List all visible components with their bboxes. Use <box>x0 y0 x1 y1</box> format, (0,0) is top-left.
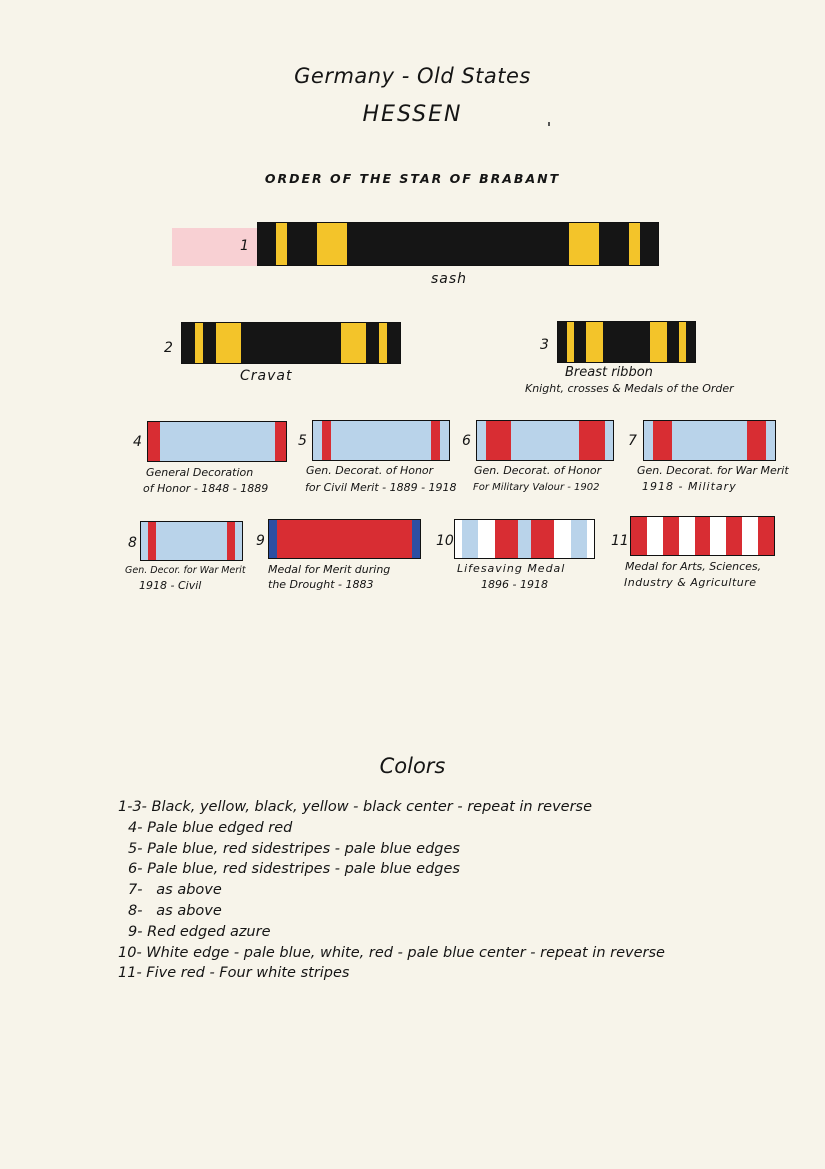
ribbon-stripe <box>605 421 614 460</box>
ribbon-stripe <box>726 517 742 555</box>
ribbon-7 <box>643 420 776 461</box>
ribbon-4 <box>147 421 287 462</box>
ribbon-caption-11b: Industry & Agriculture <box>624 576 757 589</box>
country-heading: Germany - Old States <box>294 64 531 88</box>
ribbon-caption-9b: the Drought - 1883 <box>268 578 374 591</box>
ribbon-stripe <box>322 421 331 460</box>
ribbon-stripe <box>275 422 287 461</box>
ribbon-caption-6b: For Military Valour - 1902 <box>473 482 600 493</box>
ribbon-number-6: 6 <box>462 433 471 449</box>
ribbon-stripe <box>276 223 288 265</box>
ribbon-stripe <box>477 421 486 460</box>
ribbon-stripe <box>258 223 276 265</box>
color-line-8: 10- White edge - pale blue, white, red - pale blue center - repeat in reverse <box>118 944 665 961</box>
ribbon-stripe <box>586 322 603 362</box>
ribbon-caption-4b: of Honor - 1848 - 1889 <box>143 482 269 495</box>
ribbon-stripe <box>387 323 400 363</box>
ribbon-number-7: 7 <box>628 433 637 449</box>
ribbon-stripe <box>148 522 156 560</box>
ribbon-10 <box>454 519 595 559</box>
ribbon-stripe <box>766 421 775 460</box>
ribbon-stripe <box>341 323 366 363</box>
ribbon-number-8: 8 <box>128 535 137 551</box>
ribbon-caption-3a: Breast ribbon <box>565 365 653 380</box>
ribbon-stripe <box>644 421 653 460</box>
ribbon-stripe <box>495 520 518 558</box>
order-heading: ORDER OF THE STAR OF BRABANT <box>264 171 561 186</box>
ribbon-stripe <box>455 520 462 558</box>
ribbon-number-2: 2 <box>164 340 173 356</box>
ribbon-8 <box>140 521 243 561</box>
ribbon-stripe <box>148 422 160 461</box>
ribbon-stripe <box>241 323 342 363</box>
ribbon-caption-5b: for Civil Merit - 1889 - 1918 <box>305 481 457 494</box>
ribbon-breast <box>557 321 696 363</box>
ribbon-stripe <box>631 517 647 555</box>
ribbon-stripe <box>431 421 440 460</box>
ribbon-stripe <box>653 421 672 460</box>
ribbon-stripe <box>686 322 695 362</box>
color-line-6: 8- as above <box>128 902 222 919</box>
ribbon-11 <box>630 516 775 556</box>
ribbon-stripe <box>571 520 587 558</box>
ribbon-9 <box>268 519 421 559</box>
ribbon-5 <box>312 420 450 461</box>
ribbon-stripe <box>574 322 586 362</box>
ribbon-stripe <box>650 322 667 362</box>
ribbon-stripe <box>277 520 411 558</box>
ribbon-caption-7a: Gen. Decorat. for War Merit <box>637 464 789 477</box>
ribbon-stripe <box>587 520 594 558</box>
ribbon-stripe <box>269 520 277 558</box>
ribbon-stripe <box>758 517 774 555</box>
ribbon-stripe <box>710 517 726 555</box>
ribbon-stripe <box>567 322 574 362</box>
ribbon-number-1: 1 <box>240 238 249 254</box>
ribbon-stripe <box>742 517 758 555</box>
ribbon-number-9: 9 <box>256 533 265 549</box>
color-line-1: 1-3- Black, yellow, black, yellow - black center - repeat in reverse <box>118 799 593 815</box>
ribbon-caption-4a: General Decoration <box>146 466 254 479</box>
ribbon-stripe <box>747 421 766 460</box>
ribbon-caption-8b: 1918 - Civil <box>139 579 202 592</box>
ribbon-stripe <box>679 517 695 555</box>
ribbon-number-4: 4 <box>133 434 142 450</box>
ribbon-stripe <box>486 421 512 460</box>
color-line-7: 9- Red edged azure <box>128 923 271 940</box>
ribbon-stripe <box>141 522 148 560</box>
ribbon-stripe <box>647 517 663 555</box>
colors-list <box>118 797 665 984</box>
ribbon-stripe <box>629 223 641 265</box>
ribbon-number-3: 3 <box>540 337 549 353</box>
ribbon-stripe <box>511 421 579 460</box>
ribbon-stripe <box>599 223 628 265</box>
ribbon-stripe <box>440 421 449 460</box>
ribbon-number-11: 11 <box>611 533 629 549</box>
ribbon-stripe <box>558 322 567 362</box>
pen-mark <box>548 122 550 126</box>
ribbon-stripe <box>579 421 605 460</box>
color-line-5: 7- as above <box>128 882 222 899</box>
ribbon-stripe <box>462 520 478 558</box>
ribbon-stripe <box>640 223 658 265</box>
color-line-3: 5- Pale blue, red sidestripes - pale blue edges <box>128 840 460 857</box>
ribbon-caption-2: Cravat <box>240 368 293 384</box>
ribbon-stripe <box>156 522 226 560</box>
ribbon-caption-7b: 1918 - Military <box>642 480 737 493</box>
ribbon-number-10: 10 <box>436 533 454 549</box>
ribbon-stripe <box>412 520 420 558</box>
ribbon-caption-5a: Gen. Decorat. of Honor <box>306 464 434 477</box>
ribbon-stripe <box>663 517 679 555</box>
ribbon-stripe <box>347 223 569 265</box>
state-heading: HESSEN <box>362 102 463 127</box>
color-line-2: 4- Pale blue edged red <box>128 819 293 836</box>
color-line-9: 11- Five red - Four white stripes <box>118 965 350 982</box>
ribbon-caption-10a: Lifesaving Medal <box>457 562 566 575</box>
ribbon-caption-3b: Knight, crosses & Medals of the Order <box>525 382 734 395</box>
ribbon-stripe <box>379 323 387 363</box>
ribbon-stripe <box>554 520 570 558</box>
ribbon-number-5: 5 <box>298 433 307 449</box>
ribbon-stripe <box>313 421 322 460</box>
ribbon-caption-10b: 1896 - 1918 <box>481 578 548 591</box>
ribbon-stripe <box>216 323 241 363</box>
ribbon-stripe <box>203 323 216 363</box>
ribbon-stripe <box>667 322 679 362</box>
ribbon-stripe <box>672 421 747 460</box>
ribbon-stripe <box>235 522 242 560</box>
ribbon-stripe <box>366 323 379 363</box>
ribbon-stripe <box>182 323 195 363</box>
ribbon-stripe <box>518 520 531 558</box>
ribbon-stripe <box>679 322 686 362</box>
ribbon-caption-8a: Gen. Decor. for War Merit <box>125 565 246 576</box>
ribbon-sash <box>257 222 659 266</box>
ribbon-stripe <box>603 322 650 362</box>
ribbon-stripe <box>531 520 554 558</box>
ribbon-stripe <box>227 522 235 560</box>
ribbon-stripe <box>695 517 711 555</box>
ribbon-caption-11a: Medal for Arts, Sciences, <box>625 560 762 573</box>
ribbon-stripe <box>478 520 494 558</box>
ribbon-cravat <box>181 322 401 364</box>
ribbon-caption-6a: Gen. Decorat. of Honor <box>474 464 602 477</box>
ribbon-stripe <box>569 223 599 265</box>
ribbon-stripe <box>317 223 347 265</box>
ribbon-stripe <box>195 323 203 363</box>
colors-heading: Colors <box>379 754 446 778</box>
ribbon-6 <box>476 420 614 461</box>
ribbon-stripe <box>331 421 431 460</box>
ribbon-caption-1: sash <box>431 271 468 287</box>
ribbon-stripe <box>287 223 316 265</box>
color-line-4: 6- Pale blue, red sidestripes - pale blue edges <box>128 861 460 878</box>
ribbon-caption-9a: Medal for Merit during <box>268 563 391 576</box>
ribbon-stripe <box>160 422 275 461</box>
